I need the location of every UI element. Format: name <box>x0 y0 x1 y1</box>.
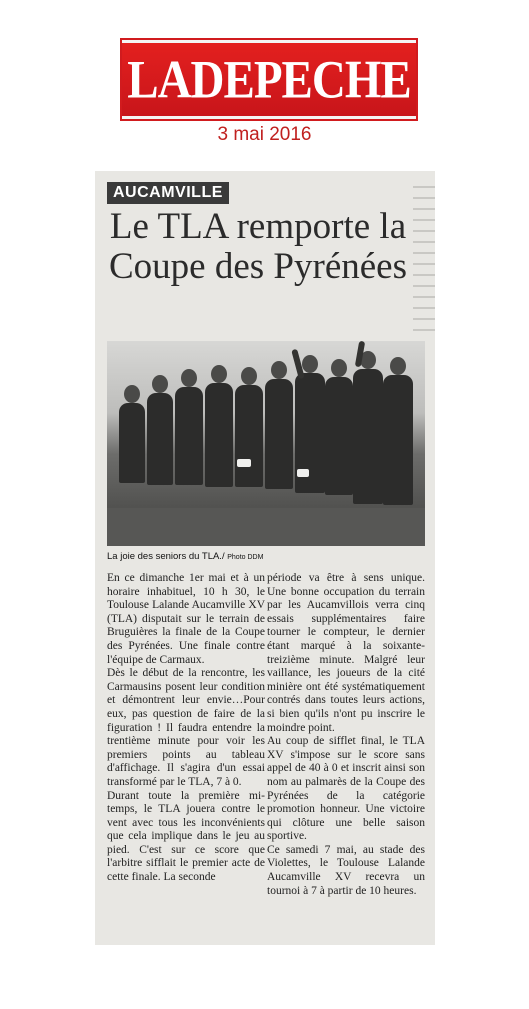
player-figure <box>265 379 293 489</box>
article-headline: Le TLA remporte la Coupe des Pyrénées <box>109 206 407 287</box>
article-paragraph: Dès le début de la rencontre, les Carmausins posent leur condition et démontrent leur envie…Pour eux, pas question de faire de la figuration ! Il faudra entendre la trentième minute pour voir les premiers points au tableau d'affichage. Il s'agira d'un essai transformé par le TLA, 7 à 0. <box>107 667 265 788</box>
newspaper-clipping <box>95 171 435 945</box>
section-rubric: AUCAMVILLE <box>107 182 229 204</box>
shorts-detail <box>297 469 309 477</box>
photo-credit: Photo DDM <box>227 554 264 561</box>
photo-caption <box>107 551 425 562</box>
player-figure <box>147 393 173 485</box>
logo-text: LADEPECHE <box>127 49 411 110</box>
player-figure <box>383 375 413 505</box>
player-head <box>181 369 197 387</box>
photo-ground <box>107 508 425 546</box>
caption-text: La joie des seniors du TLA./ <box>107 551 225 562</box>
article-paragraph: Durant toute la première mi-temps, le TLA jouera contre le vent avec tous les inconvénients que cela implique dans le jeu au pied. C'est sur ce score que l'arbitre sifflait le premier acte de cette finale. La seconde <box>107 789 265 884</box>
article-paragraph: Au coup de sifflet final, le TLA XV s'impose sur le score sans appel de 40 à 0 et inscrit ainsi son nom au palmarès de la Coupe des Pyrénées de la catégorie promotion honneur. Une victoire qui clôture une belle saison sportive. <box>267 735 425 843</box>
shorts-detail <box>237 459 251 467</box>
player-figure <box>205 383 233 487</box>
article-paragraph: Ce samedi 7 mai, au stade des Violettes, le Toulouse Lalande Aucamville XV recevra un tournoi à 7 à partir de 10 heures. <box>267 843 425 897</box>
player-head <box>390 357 406 375</box>
player-head <box>241 367 257 385</box>
player-figure <box>119 403 145 483</box>
player-figure <box>235 385 263 487</box>
article-column-left <box>107 572 265 885</box>
player-head <box>152 375 168 393</box>
player-head <box>211 365 227 383</box>
player-figure <box>325 377 353 495</box>
article-paragraph: En ce dimanche 1er mai et à un horaire inhabituel, 10 h 30, le Toulouse Lalande Aucamville XV (TLA) disputait sur le terrain de Bruguières la finale de la Coupe des Pyrénées. Une finale contre l'équipe de Carmaux. <box>107 572 265 666</box>
article-paragraph: période va être à sens unique. Une bonne occupation du terrain par les Aucamvillois verra cinq essais supplémentaires faire tourner le compteur, le dernier étant marqué à la soixante-treizième minute. Malgré leur vaillance, les joueurs de la cité minière ont été systématiquement contrés dans toutes leurs actions, si bien qu'ils n'ont pu inscrire le moindre point. <box>267 572 425 734</box>
publication-date: 3 mai 2016 <box>217 124 312 145</box>
player-figure <box>175 387 203 485</box>
article-column-right <box>267 572 425 898</box>
team-photo <box>107 341 425 546</box>
player-head <box>271 361 287 379</box>
player-figure <box>353 369 383 504</box>
player-head <box>331 359 347 377</box>
player-head <box>124 385 140 403</box>
player-head <box>302 355 318 373</box>
la-depeche-logo <box>122 40 416 119</box>
